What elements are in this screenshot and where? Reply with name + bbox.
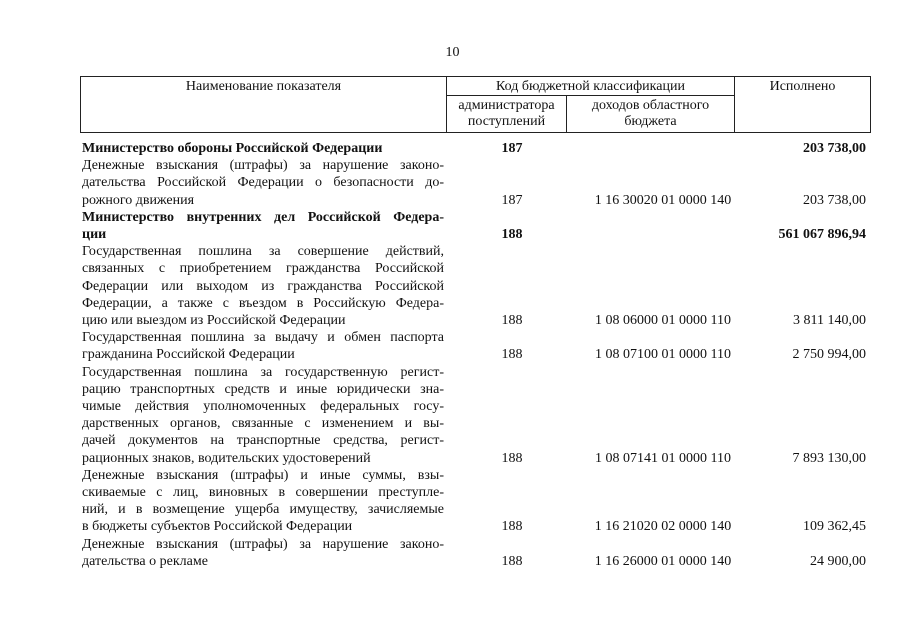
indicator-name-line: Федерации или выходом из гражданства Российской: [82, 278, 444, 294]
table-row: [82, 157, 872, 209]
table-header: [80, 76, 871, 133]
executed-amount: 3 811 140,00: [793, 313, 866, 329]
indicator-name: [82, 243, 444, 329]
administrator-code: 188: [501, 347, 523, 363]
header-executed: Исполнено: [735, 77, 871, 133]
income-code: 1 08 06000 01 0000 110: [595, 313, 731, 329]
indicator-name-line: Денежные взыскания (штрафы) и иные суммы, взы-: [82, 467, 444, 483]
executed-amount: 203 738,00: [803, 192, 866, 208]
indicator-name-line: Денежные взыскания (штрафы) за нарушение законо-: [82, 158, 444, 174]
administrator-code: 188: [501, 313, 523, 329]
indicator-name-line: ний, и в возмещение ущерба имуществу, зачисляемые: [82, 502, 444, 518]
income-code: 1 16 21020 02 0000 140: [594, 519, 732, 535]
indicator-name: [82, 364, 444, 467]
indicator-name: [82, 157, 444, 209]
income-code: 1 16 30020 01 0000 140: [594, 192, 732, 208]
indicator-name-line: в бюджеты субъектов Российской Федерации: [82, 519, 353, 535]
header-indicator-name: Наименование показателя: [81, 77, 447, 133]
indicator-name: [82, 209, 444, 243]
executed-amount: 24 900,00: [810, 553, 866, 569]
income-code: 1 08 07141 01 0000 110: [595, 450, 731, 466]
header-regional-income: [567, 96, 735, 133]
table-row: [82, 329, 872, 363]
indicator-name-line: гражданина Российской Федерации: [82, 347, 295, 363]
indicator-name-line: рожного движения: [82, 192, 195, 208]
executed-amount: 109 362,45: [803, 519, 866, 535]
indicator-name-line: Денежные взыскания (штрафы) за нарушение законо-: [82, 536, 444, 552]
indicator-name-line: дательства о рекламе: [82, 553, 208, 569]
indicator-name-line: рационных знаков, водительских удостоверений: [82, 450, 371, 466]
indicator-name-line: Государственная пошлина за выдачу и обмен паспорта: [82, 330, 444, 346]
indicator-name-line: дарственных органов, связанные с изменением и вы-: [82, 416, 444, 432]
header-regional-income-line-1: доходов областного: [591, 98, 710, 113]
administrator-code: 188: [501, 227, 523, 243]
executed-amount: 2 750 994,00: [792, 347, 866, 363]
executed-amount: 7 893 130,00: [792, 450, 866, 466]
indicator-name: [82, 140, 444, 157]
indicator-name-line: скиваемые с лиц, виновных в совершении преступле-: [82, 485, 444, 501]
income-code: 1 08 07100 01 0000 110: [595, 347, 731, 363]
indicator-name-line: дачей документов на транспортные средства, регист-: [82, 433, 444, 449]
administrator-code: 188: [501, 519, 523, 535]
indicator-name: [82, 329, 444, 363]
header-budget-code-group: Код бюджетной классификации: [447, 77, 735, 96]
table-row: [82, 536, 872, 570]
indicator-name-line: ции: [82, 227, 107, 243]
administrator-code: 188: [501, 450, 523, 466]
table-row: [82, 467, 872, 536]
table-body: [82, 140, 872, 570]
executed-amount: 561 067 896,94: [778, 227, 866, 243]
indicator-name-line: цию или выездом из Российской Федерации: [82, 313, 346, 329]
indicator-name-line: чимые действия уполномоченных федеральных госу-: [82, 399, 444, 415]
indicator-name: [82, 536, 444, 570]
indicator-name-line: Государственная пошлина за государственную регист-: [82, 364, 444, 380]
indicator-name-line: Министерство обороны Российской Федерации: [82, 141, 383, 156]
executed-amount: 203 738,00: [803, 141, 866, 156]
page-number: 10: [445, 45, 460, 60]
administrator-code: 187: [501, 141, 523, 156]
header-administrator: [447, 96, 567, 133]
header-administrator-line-1: администратора: [458, 98, 555, 113]
indicator-name-line: Государственная пошлина за совершение действий,: [82, 244, 444, 260]
indicator-name-line: рацию транспортных средств и иные юридически зна-: [82, 381, 444, 397]
indicator-name-line: Министерство внутренних дел Российской Федера-: [82, 209, 444, 225]
indicator-name-line: связанных с приобретением гражданства Российской: [82, 261, 444, 277]
table-row: [82, 243, 872, 329]
indicator-name-line: дательства Российской Федерации о безопасности до-: [82, 175, 444, 191]
header-administrator-line-2: поступлений: [467, 114, 546, 129]
table-row: [82, 364, 872, 467]
header-regional-income-line-2: бюджета: [624, 114, 677, 129]
income-code: 1 16 26000 01 0000 140: [594, 553, 732, 569]
section-row: [82, 140, 872, 157]
administrator-code: 188: [501, 553, 523, 569]
indicator-name-line: Федерации, а также с въездом в Российскую Федера-: [82, 295, 444, 311]
administrator-code: 187: [501, 192, 523, 208]
indicator-name: [82, 467, 444, 536]
section-row: [82, 209, 872, 243]
